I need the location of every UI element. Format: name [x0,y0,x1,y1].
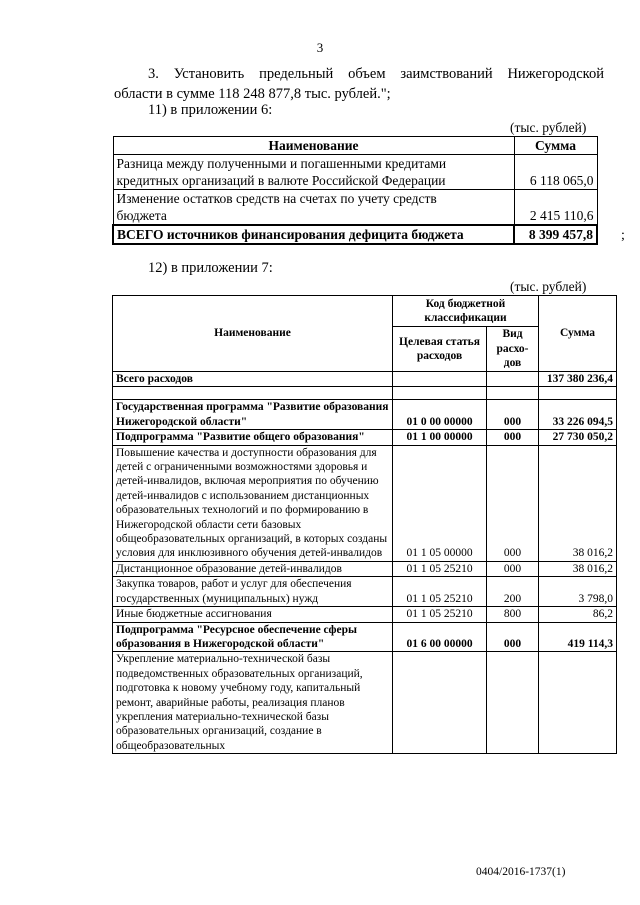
table7-row-target: 01 1 05 25210 [393,577,487,607]
table7-row [113,652,617,754]
table7-row [113,561,617,576]
paragraph-3-line-2: области в сумме 118 248 877,8 тыс. рублей."; [114,86,391,102]
table6-row-sum: 2 415 110,6 [514,190,597,226]
table7-row-target: 01 1 05 00000 [393,445,487,561]
table6-unit: (тыс. рублей) [510,120,587,135]
table6-total-row [113,225,597,244]
table7-row-total [113,372,617,387]
table7-row-sum: 137 380 236,4 [539,372,617,387]
table7-row-sum: 33 226 094,5 [539,400,617,430]
table7-row-kind: 000 [487,622,539,652]
table7-spacer-cell [487,387,539,400]
table7-header-code-group: Код бюджетной классификации [393,296,539,327]
table7-spacer-cell [113,387,393,400]
table7-row-name: Повышение качества и доступности образования для детей с ограниченными возможностями здоровья и детей-инвалидов, включая мероприятия по обучению детей-инвалидов с использованием дистанционных образовательных технологий и по формированию в Нижегородской области сети базовых общеобразовательных организаций, в которых созданы условия для инклюзивного обучения детей-инвалидов [113,445,393,561]
table7-row-target: 01 1 00 00000 [393,430,487,445]
table7-row-name: Закупка товаров, работ и услуг для обеспечения государственных (муниципальных) нужд [113,577,393,607]
table7-row-sum: 86,2 [539,607,617,622]
table7-row-kind: 000 [487,400,539,430]
table6-row-name [113,155,514,190]
table7-row-target: 01 1 05 25210 [393,607,487,622]
appendix-6-table [112,136,598,245]
table7-row-name: Государственная программа "Развитие образования Нижегородской области" [113,400,393,430]
table7-row [113,577,617,607]
table7-row-kind: 000 [487,430,539,445]
table7-row-kind [487,652,539,754]
table6-trailing-semicolon: ; [621,228,625,243]
table7-header-row [113,296,617,327]
table6-header-row [113,137,597,155]
table7-row-kind: 000 [487,561,539,576]
table6-row [113,155,597,190]
table6-row-sum: 6 118 065,0 [514,155,597,190]
page-number: 3 [316,40,324,55]
table7-header-name: Наименование [113,296,393,372]
table6-row-name-line: Изменение остатков средств на счетах по учету средств [116,191,437,206]
table6-total-name: ВСЕГО источников финансирования дефицита бюджета [113,225,514,244]
table7-row-target [393,652,487,754]
table7-unit: (тыс. рублей) [510,279,587,294]
appendix-7-table [112,295,617,754]
paragraph-3 [114,64,604,104]
table7-row [113,607,617,622]
table7-row-kind: 200 [487,577,539,607]
table7-row-kind: 800 [487,607,539,622]
table7-header-kind: Вид расхо-дов [487,327,539,372]
table7-spacer-cell [393,387,487,400]
table6-header-name: Наименование [113,137,514,155]
table7-row-sum: 38 016,2 [539,445,617,561]
table6-total-sum: 8 399 457,8 [514,225,597,244]
document-code: 0404/2016-1737(1) [476,866,566,878]
table7-row-target: 01 0 00 00000 [393,400,487,430]
table7-row [113,445,617,561]
table7-row-sum: 38 016,2 [539,561,617,576]
table7-row-name: Всего расходов [113,372,393,387]
table7-row-sum: 419 114,3 [539,622,617,652]
table6-row-name-line: кредитных организаций в валюте Российской Федерации [116,173,446,188]
table7-row-name: Подпрограмма "Ресурсное обеспечение сферы образования в Нижегородской области" [113,622,393,652]
table6-row-name-line: бюджета [116,208,167,223]
table7-header-sum: Сумма [539,296,617,372]
table7-row-target [393,372,487,387]
paragraph-3-line-1: 3. Установить предельный объем заимствований Нижегородской [148,66,604,82]
table7-row-name: Иные бюджетные ассигнования [113,607,393,622]
table7-header-target: Целевая статья расходов [393,327,487,372]
table7-row-sum: 27 730 050,2 [539,430,617,445]
table7-row-sum [539,652,617,754]
table7-row-name: Укрепление материально-технической базы подведомственных образовательных организаций, подготовка к новому учебному году, капитальный ремонт, аварийные работы, реализация планов укрепления материально-технической базы образовательных организаций, создание в общеобразовательных [113,652,393,754]
table7-row-name: Дистанционное образование детей-инвалидов [113,561,393,576]
table7-row-kind: 000 [487,445,539,561]
subitem-11: 11) в приложении 6: [148,102,273,118]
table7-row [113,622,617,652]
table7-spacer-cell [539,387,617,400]
table6-row-name [113,190,514,226]
table7-row [113,430,617,445]
table7-row-target: 01 6 00 00000 [393,622,487,652]
subitem-12: 12) в приложении 7: [148,260,273,276]
table7-row-kind [487,372,539,387]
table7-row-sum: 3 798,0 [539,577,617,607]
table6-row-name-line: Разница между полученными и погашенными кредитами [116,156,447,171]
table7-row-target: 01 1 05 25210 [393,561,487,576]
table7-row-name: Подпрограмма "Развитие общего образования" [113,430,393,445]
table6-header-sum: Сумма [514,137,597,155]
table7-row [113,400,617,430]
table7-spacer-row [113,387,617,400]
table6-row [113,190,597,226]
